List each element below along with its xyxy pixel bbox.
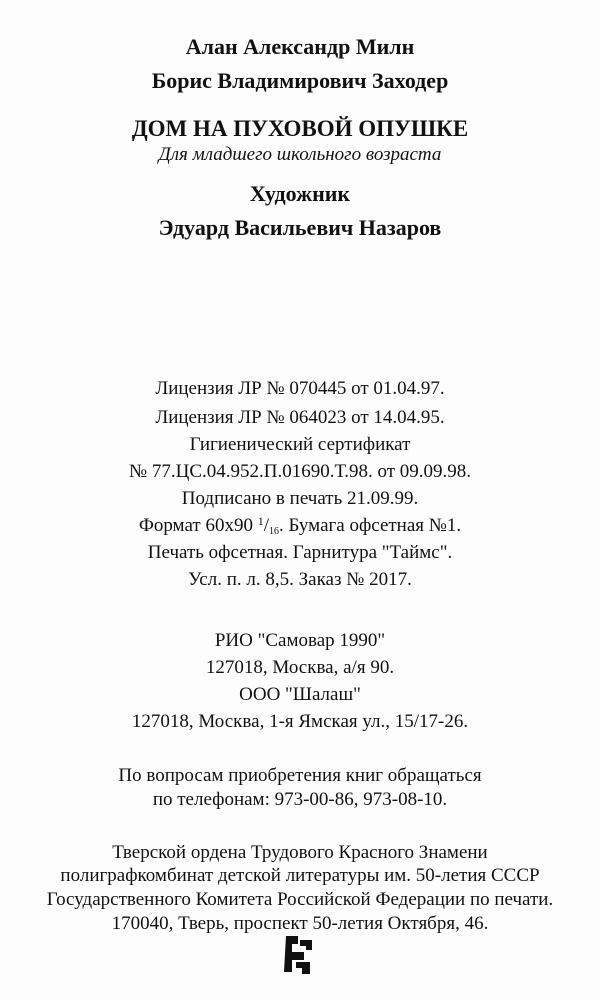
- illustrator-name: Эдуард Васильевич Назаров: [158, 215, 442, 240]
- publisher-rio: РИО "Самовар 1990": [214, 630, 386, 651]
- illustrator-label: Художник: [249, 181, 351, 206]
- format-numerator: 1: [257, 514, 264, 528]
- format-separator: /: [263, 515, 269, 536]
- printer-logo-icon: [280, 932, 316, 976]
- print-sheets: Усл. п. л. 8,5. Заказ № 2017.: [188, 569, 412, 590]
- book-title: ДОМ НА ПУХОВОЙ ОПУШКЕ: [131, 116, 469, 141]
- license-2: Лицензия ЛР № 064023 от 14.04.95.: [155, 407, 445, 428]
- publisher-rio-address: 127018, Москва, а/я 90.: [205, 657, 395, 678]
- print-font: Печать офсетная. Гарнитура "Таймс".: [147, 542, 453, 563]
- publisher-ooo-address: 127018, Москва, 1-я Ямская ул., 15/17-26.: [131, 711, 469, 732]
- contacts-line-2: по телефонам: 973-00-86, 973-08-10.: [152, 789, 448, 810]
- publisher-ooo: ООО "Шалаш": [239, 684, 361, 705]
- printer-line-2: полиграфкомбинат детской литературы им. 50-летия СССР: [60, 865, 540, 886]
- book-subtitle: Для младшего школьного возраста: [158, 144, 442, 165]
- format-denominator: 16: [268, 526, 279, 537]
- format-line: [0, 515, 600, 537]
- contacts-line-1: По вопросам приобретения книг обращаться: [118, 765, 482, 786]
- format-suffix: . Бумага офсетная №1.: [278, 515, 462, 536]
- printer-line-4: 170040, Тверь, проспект 50-летия Октября, 46.: [111, 913, 489, 934]
- printer-line-3: Государственного Комитета Российской Федерации по печати.: [46, 889, 554, 910]
- license-1: Лицензия ЛР № 070445 от 01.04.97.: [155, 378, 445, 399]
- printer-line-1: Тверской ордена Трудового Красного Знамени: [112, 842, 488, 863]
- author-2: Борис Владимирович Заходер: [151, 68, 449, 93]
- author-1: Алан Александр Милн: [185, 34, 415, 59]
- hygiene-number: № 77.ЦС.04.952.П.01690.Т.98. от 09.09.98.: [129, 461, 471, 482]
- format-prefix: Формат 60x90: [138, 515, 258, 536]
- hygiene-label: Гигиенический сертификат: [189, 434, 411, 455]
- signed-date: Подписано в печать 21.09.99.: [181, 488, 419, 509]
